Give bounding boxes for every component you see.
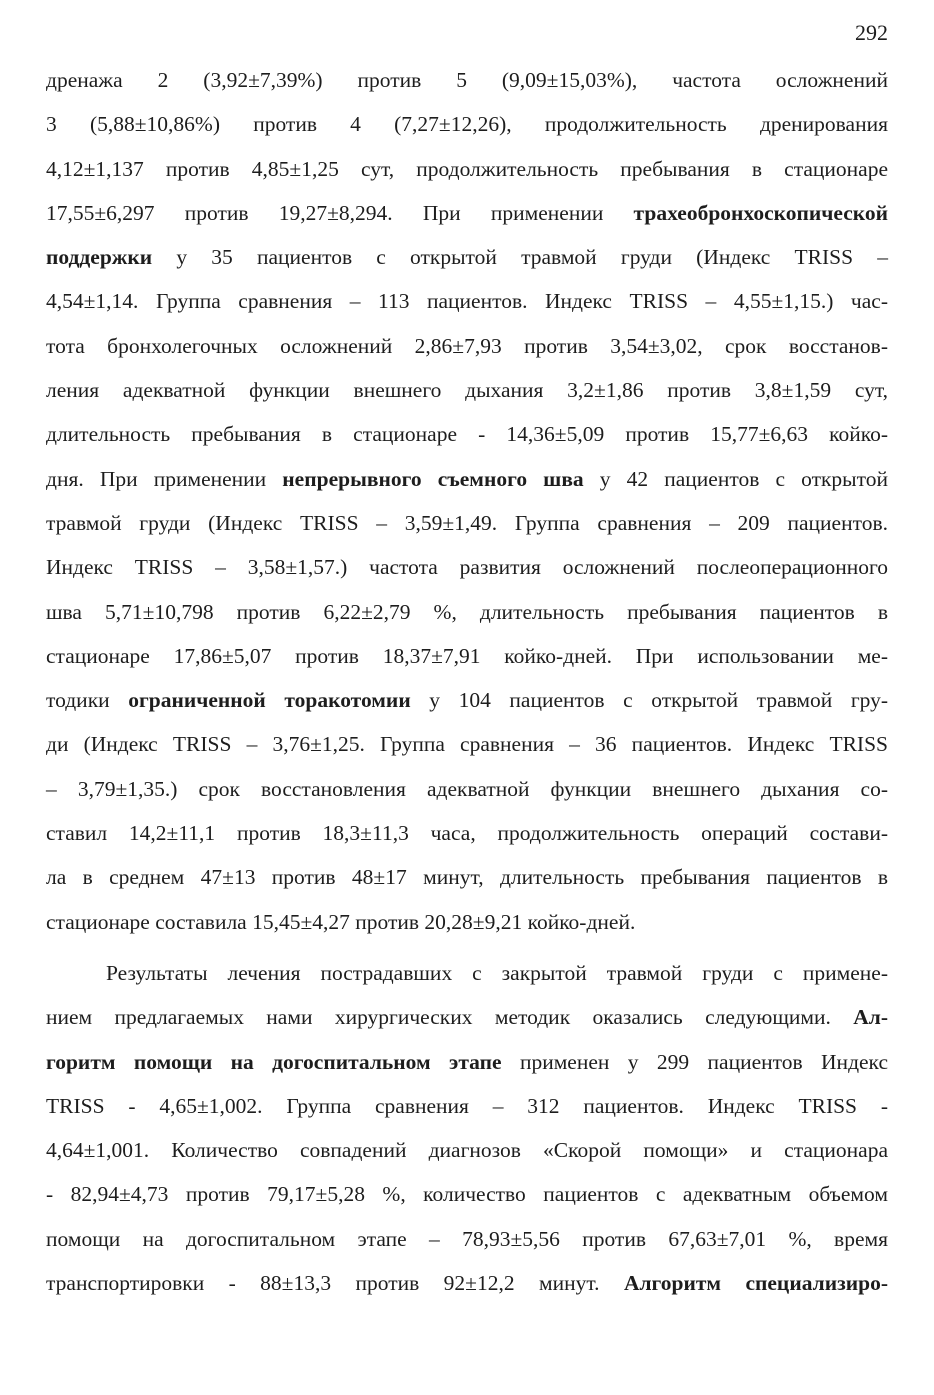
bold-text: Алгоритм специализиро- xyxy=(623,1271,888,1296)
text-line xyxy=(46,767,888,811)
text-line xyxy=(46,995,888,1039)
text-segment: 4,12±1,137 против 4,85±1,25 сут, продолжительность пребывания в стационаре xyxy=(46,156,888,181)
bold-text: Ал- xyxy=(853,1005,888,1030)
text-segment: травмой груди (Индекс TRISS – 3,59±1,49. Группа сравнения – 209 пациентов. xyxy=(46,510,888,535)
text-segment: Результаты лечения пострадавших с закрытой травмой груди с примене- xyxy=(106,960,888,985)
bold-text: ограниченной торакотомии xyxy=(128,688,411,713)
text-line xyxy=(46,811,888,855)
bold-text: трахеобронхоскопической xyxy=(633,200,888,225)
text-segment: – 3,79±1,35.) срок восстановления адекватной функции внешнего дыхания со- xyxy=(46,776,888,801)
text-line xyxy=(46,1217,888,1261)
document-body xyxy=(46,58,888,1305)
text-line xyxy=(46,279,888,323)
text-segment: транспортировки - 88±13,3 против 92±12,2 минут. xyxy=(46,1271,624,1296)
text-line xyxy=(46,722,888,766)
text-line xyxy=(46,412,888,456)
text-segment: тота бронхолегочных осложнений 2,86±7,93 против 3,54±3,02, срок восстанов- xyxy=(46,333,888,358)
paragraph xyxy=(46,58,888,944)
bold-text: горитм помощи на догоспитальном этапе xyxy=(46,1049,502,1074)
text-segment: длительность пребывания в стационаре - 14,36±5,09 против 15,77±6,63 койко- xyxy=(46,422,888,447)
text-line xyxy=(46,545,888,589)
text-segment: применен у 299 пациентов Индекс xyxy=(501,1049,889,1074)
text-line xyxy=(46,58,888,102)
text-line xyxy=(46,1084,888,1128)
text-line xyxy=(46,102,888,146)
text-segment: стационаре составила 15,45±4,27 против 20,28±9,21 койко-дней. xyxy=(46,909,636,934)
text-segment: TRISS - 4,65±1,002. Группа сравнения – 312 пациентов. Индекс TRISS - xyxy=(46,1093,888,1118)
bold-text: поддержки xyxy=(46,245,153,270)
text-segment: у 42 пациентов с открытой xyxy=(583,466,888,491)
text-segment: - 82,94±4,73 против 79,17±5,28 %, количество пациентов с адекватным объемом xyxy=(46,1182,888,1207)
text-segment: нием предлагаемых нами хирургических методик оказались следующими. xyxy=(46,1005,854,1030)
text-line xyxy=(46,1172,888,1216)
text-segment: ставил 14,2±11,1 против 18,3±11,3 часа, продолжительность операций состави- xyxy=(46,821,888,846)
text-line xyxy=(46,855,888,899)
text-line xyxy=(46,1261,888,1305)
text-line xyxy=(46,147,888,191)
text-line xyxy=(46,501,888,545)
text-segment: дня. При применении xyxy=(46,466,283,491)
text-line xyxy=(46,191,888,235)
paragraph xyxy=(46,951,888,1305)
text-segment: стационаре 17,86±5,07 против 18,37±7,91 койко-дней. При использовании ме- xyxy=(46,643,888,668)
text-line xyxy=(46,678,888,722)
text-line xyxy=(46,368,888,412)
text-segment: помощи на догоспитальном этапе – 78,93±5,56 против 67,63±7,01 %, время xyxy=(46,1226,888,1251)
text-line xyxy=(46,951,888,995)
text-segment: ла в среднем 47±13 против 48±17 минут, длительность пребывания пациентов в xyxy=(46,865,888,890)
text-line xyxy=(46,235,888,279)
text-segment: 17,55±6,297 против 19,27±8,294. При применении xyxy=(46,200,634,225)
text-line xyxy=(46,1040,888,1084)
text-segment: ди (Индекс TRISS – 3,76±1,25. Группа сравнения – 36 пациентов. Индекс TRISS xyxy=(46,732,888,757)
text-segment: 4,54±1,14. Группа сравнения – 113 пациентов. Индекс TRISS – 4,55±1,15.) час- xyxy=(46,289,888,314)
text-segment: тодики xyxy=(46,688,129,713)
bold-text: непрерывного съемного шва xyxy=(282,466,584,491)
page-number: 292 xyxy=(855,20,888,45)
text-line xyxy=(46,457,888,501)
text-segment: Индекс TRISS – 3,58±1,57.) частота развития осложнений послеоперационного xyxy=(46,555,888,580)
text-segment: 3 (5,88±10,86%) против 4 (7,27±12,26), продолжительность дренирования xyxy=(46,112,888,137)
text-line xyxy=(46,590,888,634)
text-segment: ления адекватной функции внешнего дыхания 3,2±1,86 против 3,8±1,59 сут, xyxy=(46,378,888,403)
text-line xyxy=(46,1128,888,1172)
text-segment: у 35 пациентов с открытой травмой груди (Индекс TRISS – xyxy=(152,245,888,270)
text-segment: шва 5,71±10,798 против 6,22±2,79 %, длительность пребывания пациентов в xyxy=(46,599,888,624)
text-line xyxy=(46,900,888,944)
text-line xyxy=(46,634,888,678)
text-segment: 4,64±1,001. Количество совпадений диагнозов «Скорой помощи» и стационара xyxy=(46,1138,888,1163)
text-segment: у 104 пациентов с открытой травмой гру- xyxy=(410,688,889,713)
text-line xyxy=(46,324,888,368)
text-segment: дренажа 2 (3,92±7,39%) против 5 (9,09±15,03%), частота осложнений xyxy=(46,68,888,92)
